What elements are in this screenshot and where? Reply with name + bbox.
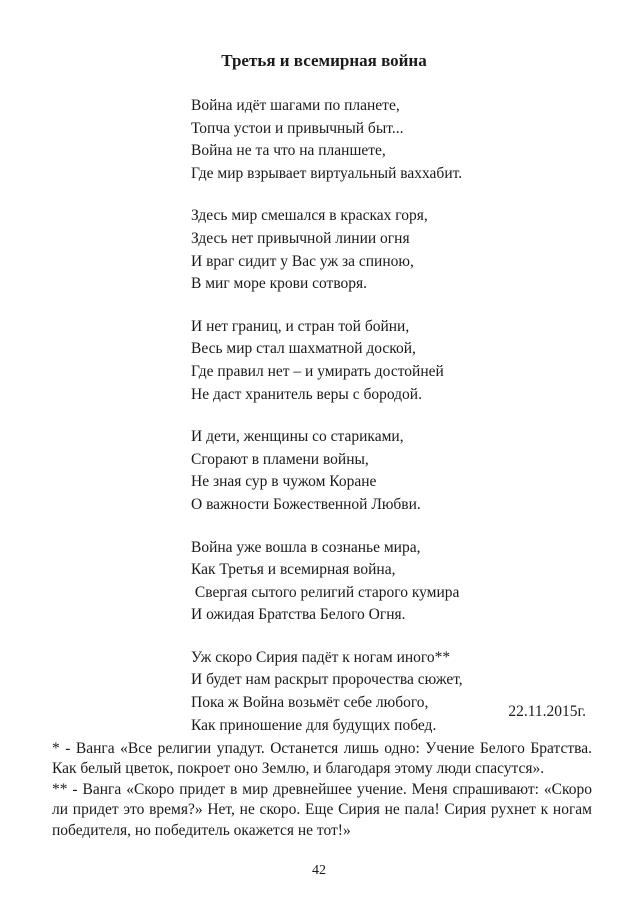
poem-line: Здесь нет привычной линии огня <box>191 229 410 247</box>
poem-line: Как приношение для будущих побед. <box>191 716 437 734</box>
footnotes <box>52 739 592 841</box>
poem-line: Пока ж Война возьмёт себе любого, <box>191 694 429 712</box>
footnote: * - Ванга «Все религии упадут. Останется лишь одно: Учение Белого Братства. Как белый цветок, покроет оно Землю, и благодаря этому люди спасутся». <box>52 740 592 778</box>
poem-line: Где правил нет – и умирать достойней <box>191 362 444 380</box>
poem-line: Война уже вошла в сознанье мира, <box>191 538 421 556</box>
poem-line: Сгорают в пламени войны, <box>191 450 369 468</box>
stanza <box>191 647 591 737</box>
poem-body <box>191 95 591 757</box>
poem-line: Не зная сур в чужом Коране <box>191 473 377 491</box>
poem-line: Весь мир стал шахматной доской, <box>191 340 416 358</box>
poem-line: И нет границ, и стран той бойни, <box>191 317 410 335</box>
poem-line: Где мир взрывает виртуальный ваххабит. <box>191 164 463 182</box>
poem-date: 22.11.2015г. <box>508 703 586 720</box>
poem-line: И будет нам раскрыт пророчества сюжет, <box>191 671 463 689</box>
page-number: 42 <box>312 863 326 878</box>
poem-line: Война не та что на планшете, <box>191 142 386 160</box>
stanza <box>191 316 591 406</box>
poem-line: Не даст хранитель веры с бородой. <box>191 385 422 403</box>
poem-line: Топча устои и привычный быт... <box>191 119 404 137</box>
poem-line: И дети, женщины со стариками, <box>191 428 404 446</box>
stanza <box>191 426 591 516</box>
poem-line: Как Третья и всемирная война, <box>191 561 396 579</box>
stanza <box>191 205 591 295</box>
footnote: ** - Ванга «Скоро придет в мир древнейшее учение. Меня спрашивают: «Скоро ли придет это время?» Нет, не скоро. Еще Сирия не пала! Сирия рухнет к ногам победителя, но победитель окажется не тот!» <box>52 780 592 839</box>
poem-title: Третья и всемирная война <box>221 51 427 70</box>
poem-line: Свергая сытого религий старого кумира <box>191 583 460 601</box>
poem-line: Война идёт шагами по планете, <box>191 97 400 114</box>
stanza <box>191 95 591 185</box>
poem-line: Здесь мир смешался в красках горя, <box>191 207 428 225</box>
poem-line: О важности Божественной Любви. <box>191 495 421 513</box>
poem-line: В миг море крови сотворя. <box>191 275 368 293</box>
poem-line: И ожидая Братства Белого Огня. <box>191 606 406 624</box>
poem-line: Уж скоро Сирия падёт к ногам иного** <box>191 648 451 666</box>
stanza <box>191 537 591 627</box>
poem-line: И враг сидит у Вас уж за спиною, <box>191 252 414 270</box>
